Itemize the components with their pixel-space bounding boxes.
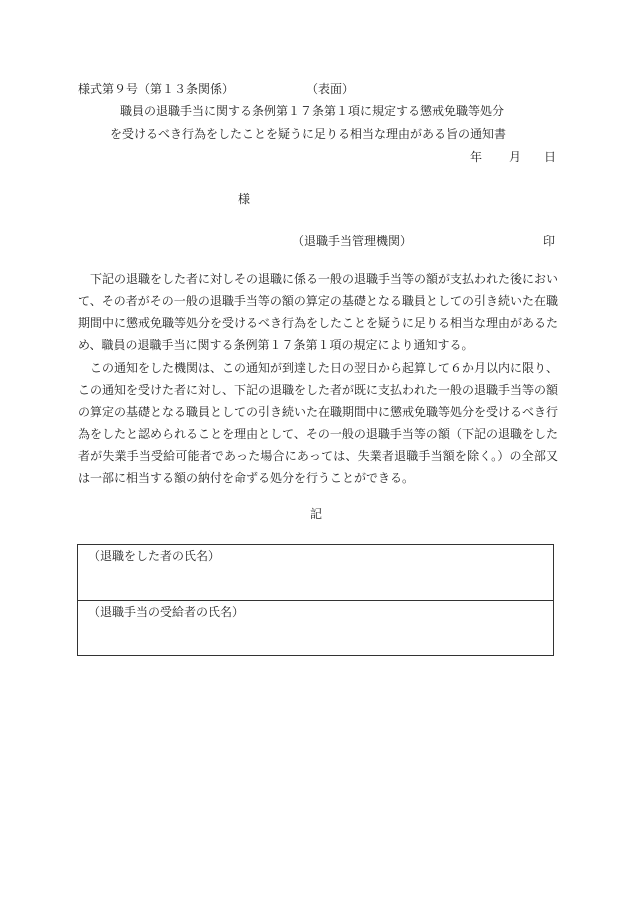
body-paragraph-2: この通知をした機関は、この通知が到達した日の翌日から起算して６か月以内に限り、この通知を受けた者に対し、下記の退職をした者が既に支払われた一般の退職手当等の額の算定の基礎となる職員としての引き続いた在職期間中に懲戒免職等処分を受けるべき行為をしたと認められることを理由として、その一般の退職手当等の額（下記の退職をした者が失業手当受給可能者であった場合にあっては、失業者退職手当額を除く。）の全部又は一部に相当する額の納付を命ずる処分を行うことができる。 xyxy=(78,361,559,485)
ki-heading: 記 xyxy=(310,507,323,521)
form-number-label: 様式第９号（第１３条関係） xyxy=(78,82,235,96)
date-month-label: 月 xyxy=(509,150,522,164)
body-paragraph-1: 下記の退職をした者に対しその退職に係る一般の退職手当等の額が支払われた後において、その者がその一般の退職手当等の額の算定の基礎となる職員としての引き続いた在職期間中に懲戒免職等処分を受けるべき行為をしたことを疑うに足りる相当な理由があるため、職員の退職手当に関する条例第１７条第１項の規定により通知する。 xyxy=(78,272,559,352)
name-table xyxy=(77,544,554,656)
recipient-name-label: （退職手当の受給者の氏名） xyxy=(88,605,245,619)
addressee-honorific: 様 xyxy=(238,192,251,206)
recipient-name-field[interactable] xyxy=(78,601,553,657)
retiree-name-field[interactable] xyxy=(78,545,553,601)
date-year-label: 年 xyxy=(470,150,483,164)
seal-mark: 印 xyxy=(543,234,556,248)
document-title-line-1: 職員の退職手当に関する条例第１７条第１項に規定する懲戒免職等処分 xyxy=(120,104,505,118)
sender-authority-label: （退職手当管理機関） xyxy=(292,234,413,248)
side-label: （表面） xyxy=(306,82,355,96)
retiree-name-label: （退職をした者の氏名） xyxy=(88,549,221,563)
date-day-label: 日 xyxy=(544,150,557,164)
document-title-line-2: を受けるべき行為をしたことを疑うに足りる相当な理由がある旨の通知書 xyxy=(110,127,507,141)
